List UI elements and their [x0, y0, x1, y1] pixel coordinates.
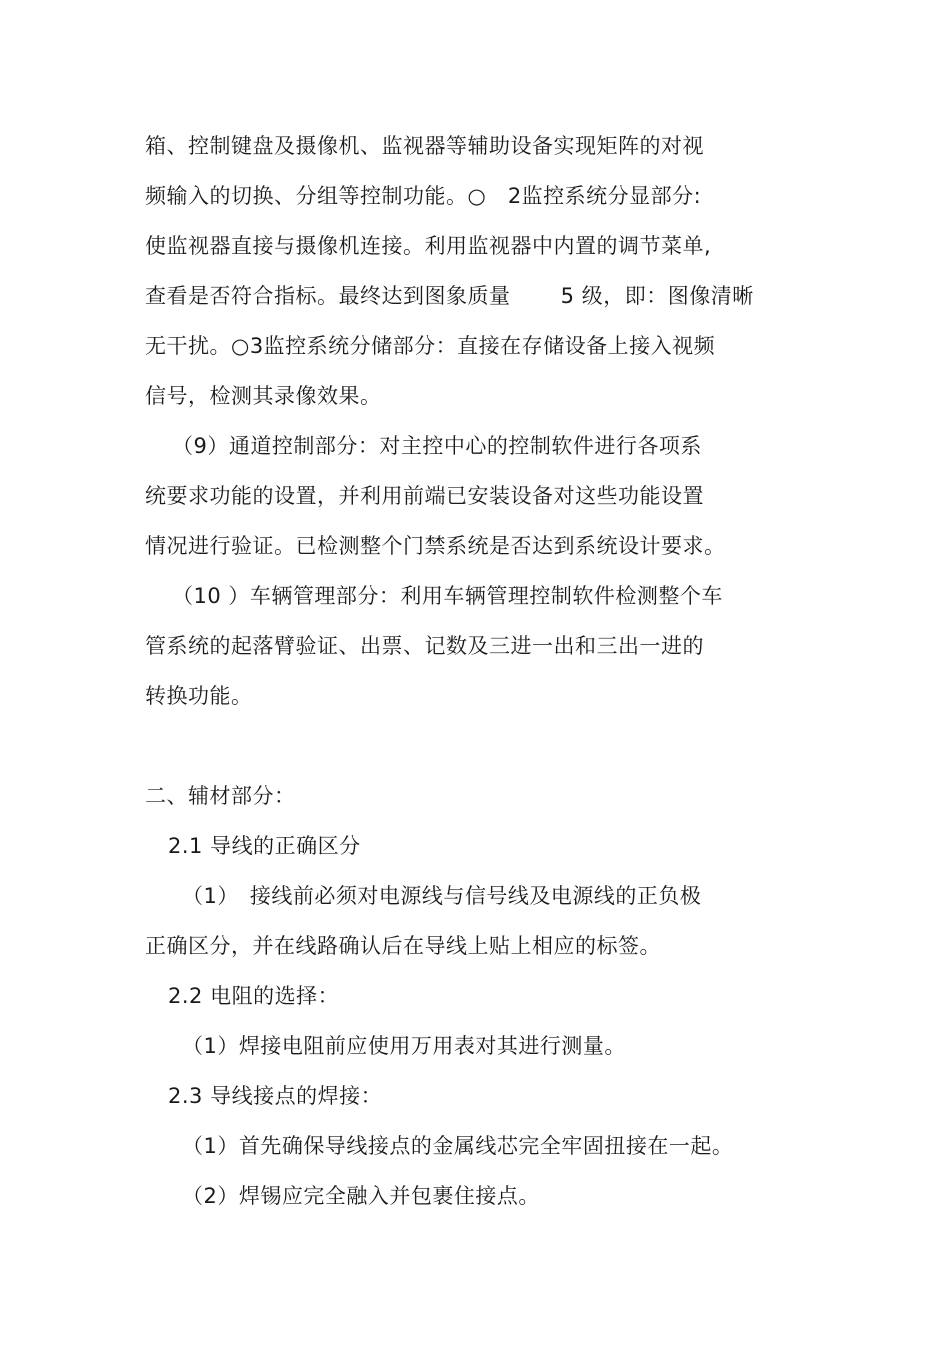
text-line: 使监视器直接与摄像机连接。利用监视器中内置的调节菜单, — [145, 234, 712, 258]
text-line: （1）首先确保导线接点的金属线芯完全牢固扭接在一起。 — [182, 1134, 734, 1158]
text-line: 情况进行验证。已检测整个门禁系统是否达到系统设计要求。 — [145, 534, 726, 558]
subsection-heading: 2.1 导线的正确区分 — [168, 834, 361, 858]
text-line: 信号，检测其录像效果。 — [145, 384, 382, 408]
text-line: （1）焊接电阻前应使用万用表对其进行测量。 — [182, 1034, 626, 1058]
subsection-heading: 2.3 导线接点的焊接： — [168, 1084, 383, 1108]
text-line: 正确区分，并在线路确认后在导线上贴上相应的标签。 — [145, 934, 661, 958]
text-line: 转换功能。 — [145, 684, 253, 708]
text-line: 无干扰。○3监控系统分储部分：直接在存储设备上接入视频 — [145, 334, 716, 358]
text-line: （10 ）车辆管理部分：利用车辆管理控制软件检测整个车 — [172, 584, 723, 608]
text-line: 统要求功能的设置，并利用前端已安装设备对这些功能设置 — [145, 484, 704, 508]
text-line: 查看是否符合指标。最终达到图象质量 5 级，即：图像清晰 — [145, 284, 754, 308]
text-line: 频输入的切换、分组等控制功能。○ 2监控系统分显部分: — [145, 184, 702, 208]
text-line: 箱、控制键盘及摄像机、监视器等辅助设备实现矩阵的对视 — [145, 134, 704, 158]
text-line: （1） 接线前必须对电源线与信号线及电源线的正负极 — [182, 884, 702, 908]
text-line: （2）焊锡应完全融入并包裹住接点。 — [182, 1184, 540, 1208]
subsection-heading: 2.2 电阻的选择： — [168, 984, 340, 1008]
section-heading: 二、辅材部分： — [145, 784, 296, 808]
text-line: （9）通道控制部分：对主控中心的控制软件进行各项系 — [172, 434, 702, 458]
text-line: 管系统的起落臂验证、出票、记数及三进一出和三出一进的 — [145, 634, 704, 658]
